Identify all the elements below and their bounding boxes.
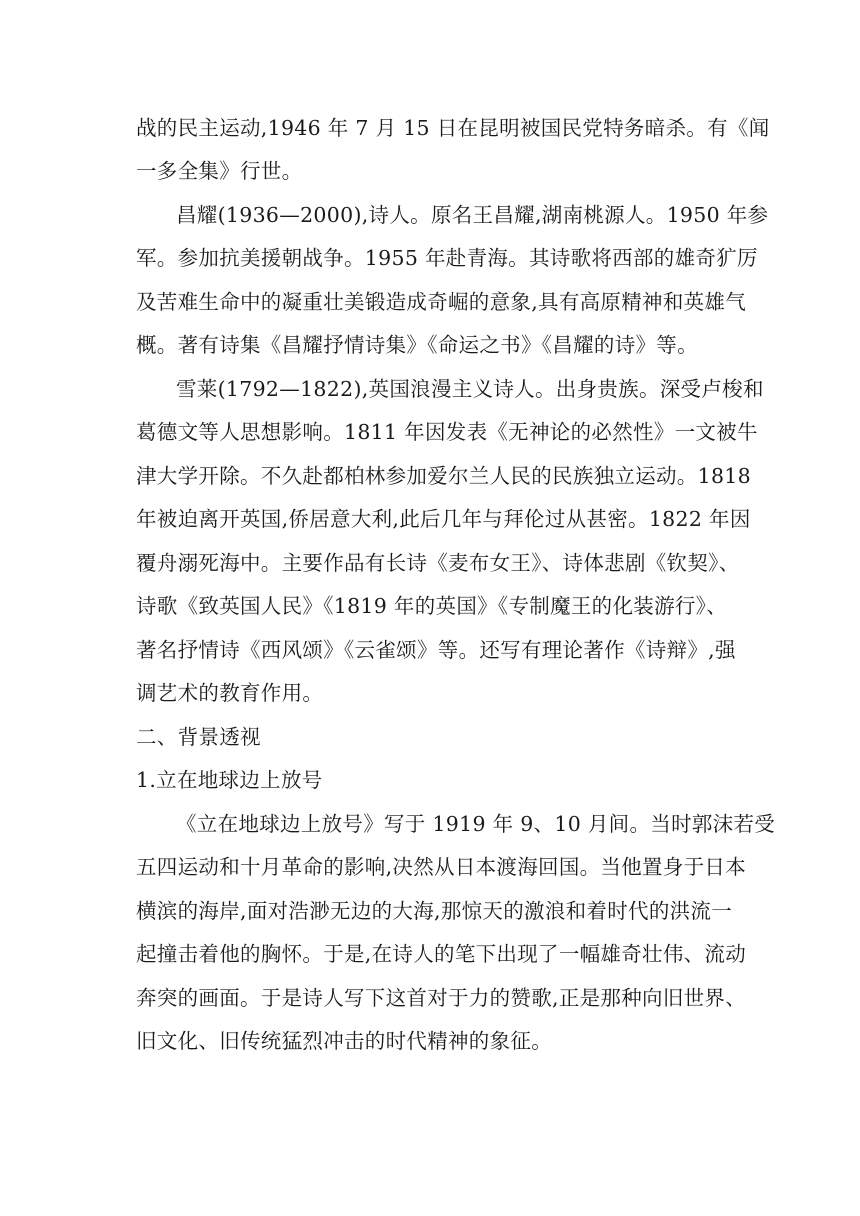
text-line: 横滨的海岸,面对浩渺无边的大海,那惊天的激浪和着时代的洪流一 xyxy=(136,899,733,923)
text-line: 葛德文等人思想影响。1811 年因发表《无神论的必然性》一文被牛 xyxy=(136,420,758,444)
subsection-heading: 1.立在地球边上放号 xyxy=(136,768,323,792)
text-line: 诗歌《致英国人民》《1819 年的英国》《专制魔王的化装游行》、 xyxy=(136,594,728,618)
text-line: 起撞击着他的胸怀。于是,在诗人的笔下出现了一幅雄奇壮伟、流动 xyxy=(136,942,747,966)
text-line: 概。著有诗集《昌耀抒情诗集》《命运之书》《昌耀的诗》等。 xyxy=(136,333,698,357)
section-heading: 二、背景透视 xyxy=(136,725,261,749)
text-line: 五四运动和十月革命的影响,决然从日本渡海回国。当他置身于日本 xyxy=(136,855,747,879)
text-line: 年被迫离开英国,侨居意大利,此后几年与拜伦过从甚密。1822 年因 xyxy=(136,507,751,531)
text-line: 覆舟溺死海中。主要作品有长诗《麦布女王》、诗体悲剧《钦契》、 xyxy=(136,551,740,575)
text-line: 战的民主运动,1946 年 7 月 15 日在昆明被国民党特务暗杀。有《闻 xyxy=(136,116,770,140)
paragraph-start-line: 雪莱(1792—1822),英国浪漫主义诗人。出身贵族。深受卢梭和 xyxy=(176,377,764,401)
paragraph-start-line: 昌耀(1936—2000),诗人。原名王昌耀,湖南桃源人。1950 年参 xyxy=(176,203,769,227)
text-line: 旧文化、旧传统猛烈冲击的时代精神的象征。 xyxy=(136,1029,552,1053)
text-line: 著名抒情诗《西风颂》《云雀颂》等。还写有理论著作《诗辩》,强 xyxy=(136,638,736,662)
paragraph-start-line: 《立在地球边上放号》写于 1919 年 9、10 月间。当时郭沫若受 xyxy=(176,812,776,836)
text-line: 奔突的画面。于是诗人写下这首对于力的赞歌,正是那种向旧世界、 xyxy=(136,986,747,1010)
text-line: 津大学开除。不久赴都柏林参加爱尔兰人民的民族独立运动。1818 xyxy=(136,464,751,488)
text-line: 调艺术的教育作用。 xyxy=(136,681,324,705)
text-line: 军。参加抗美援朝战争。1955 年赴青海。其诗歌将西部的雄奇犷厉 xyxy=(136,246,758,270)
text-line: 一多全集》行世。 xyxy=(136,159,303,183)
text-line: 及苦难生命中的凝重壮美锻造成奇崛的意象,具有高原精神和英雄气 xyxy=(136,290,747,314)
